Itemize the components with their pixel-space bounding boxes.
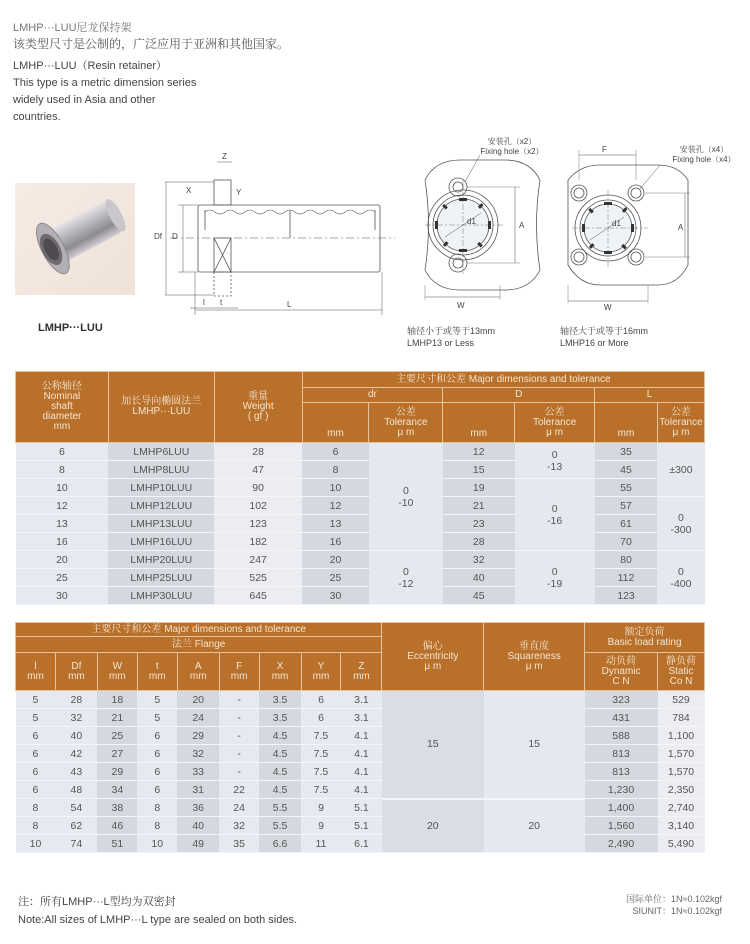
cell-static-load: 2,350 [658, 781, 705, 799]
table-row [16, 461, 705, 479]
header-col-unit: mm [353, 670, 370, 682]
cell-weight: 47 [214, 461, 302, 479]
intro-cn-title: LMHP···LUU尼龙保持架 [13, 22, 132, 34]
cell-a: 29 [177, 727, 219, 745]
cell-weight: 247 [214, 551, 302, 569]
cell-squareness: 20 [484, 799, 585, 853]
cell-dr: 20 [302, 551, 369, 569]
caption-large-cn: 轴径大于或等于16mm [560, 326, 649, 336]
header-col-z [341, 653, 382, 691]
caption-large-en: LMHP16 or More [560, 338, 629, 348]
cell-dynamic-load: 431 [585, 709, 658, 727]
cell-dr-tolerance [369, 551, 443, 605]
tolerance-lower: -13 [547, 460, 563, 473]
cell-z: 5.1 [341, 799, 382, 817]
unit-note-cn: 国际单位：1N≈0.102kgf [626, 894, 722, 904]
cell-z: 4.1 [341, 727, 382, 745]
cell-z: 4.1 [341, 745, 382, 763]
cell-x: 5.5 [259, 799, 301, 817]
header-col-unit: mm [230, 670, 248, 682]
header-D: D [443, 388, 595, 403]
cell-part-number: LMHP16LUU [108, 533, 214, 551]
table-row [16, 569, 705, 587]
table-row [16, 799, 705, 817]
tolerance-upper: 0 [551, 448, 558, 461]
cell-l: 6 [16, 763, 56, 781]
cell-f: 35 [219, 835, 259, 853]
front-view-large [560, 135, 750, 350]
header-D-tol: 公差 Tolerance μ m [515, 403, 595, 443]
cell-z: 6.1 [341, 835, 382, 853]
cell-y: 7.5 [301, 763, 341, 781]
cell-l: 6 [16, 781, 56, 799]
header-col-symbol: Z [358, 660, 365, 672]
cell-df: 74 [55, 835, 97, 853]
intro-en-title: LMHP···LUU（Resin retainer） [13, 60, 168, 72]
cell-weight: 123 [214, 515, 302, 533]
header-col-symbol: Y [317, 660, 325, 672]
cell-nominal: 30 [16, 587, 109, 605]
cell-x: 6.6 [259, 835, 301, 853]
cell-D: 15 [443, 461, 515, 479]
cell-y: 9 [301, 817, 341, 835]
cell-f: - [219, 709, 259, 727]
cell-z: 4.1 [341, 781, 382, 799]
cell-x: 3.5 [259, 709, 301, 727]
cell-a: 40 [177, 817, 219, 835]
footnote [18, 893, 297, 929]
table-2-body [16, 691, 705, 853]
cell-f: 24 [219, 799, 259, 817]
header-col-symbol: t [155, 660, 159, 672]
label-d1-small: d1 [467, 217, 476, 226]
label-f: F [602, 145, 607, 154]
caption-large [560, 325, 648, 349]
cell-l: 8 [16, 817, 56, 835]
cell-nominal: 6 [16, 443, 109, 461]
header-dr: dr [302, 388, 443, 403]
fixing-hole-x2-en: Fixing hole（x2） [480, 147, 544, 156]
cell-dynamic-load: 813 [585, 763, 658, 781]
header-col-unit: mm [68, 670, 85, 682]
header-col-f [219, 653, 259, 691]
table-1-body [16, 443, 705, 605]
cell-f: 22 [219, 781, 259, 799]
header-col-symbol: A [194, 660, 202, 672]
header-L-tol: 公差 Tolerance μ m [657, 403, 704, 443]
table-row [16, 497, 705, 515]
header-col-unit: mm [108, 670, 126, 682]
cell-l: 8 [16, 799, 56, 817]
cell-t: 6 [137, 781, 177, 799]
label-x: X [186, 186, 192, 195]
cell-f: - [219, 745, 259, 763]
header-load-rating: 额定负荷 Basic load rating [585, 623, 705, 653]
header-dr-mm: mm [302, 403, 369, 443]
cell-dr: 16 [302, 533, 369, 551]
cell-dr: 6 [302, 443, 369, 461]
cell-y: 7.5 [301, 781, 341, 799]
cell-a: 32 [177, 745, 219, 763]
cell-D: 32 [443, 551, 515, 569]
intro-text [13, 20, 289, 126]
cell-y: 6 [301, 691, 341, 709]
cell-D: 21 [443, 497, 515, 515]
cell-w: 29 [97, 763, 137, 781]
product-photo [15, 183, 135, 295]
cell-L: 57 [595, 497, 658, 515]
intro-en-line-3: countries. [13, 111, 61, 123]
cell-a: 24 [177, 709, 219, 727]
cell-D-tolerance [515, 479, 595, 551]
unit-note [626, 893, 722, 917]
header-static: 静负荷 Static Co N [658, 653, 705, 691]
footnote-en: Note:All sizes of LMHP···L type are sealed on both sides. [18, 914, 298, 926]
label-l-small: l [203, 298, 205, 307]
label-w-small: W [457, 301, 465, 310]
cell-weight: 182 [214, 533, 302, 551]
cell-dr: 12 [302, 497, 369, 515]
cell-t: 6 [137, 745, 177, 763]
cell-a: 49 [177, 835, 219, 853]
cell-part-number: LMHP12LUU [108, 497, 214, 515]
table-row [16, 763, 705, 781]
cell-a: 33 [177, 763, 219, 781]
header-L-mm: mm [595, 403, 658, 443]
table-row [16, 835, 705, 853]
table-row [16, 709, 705, 727]
caption-small-cn: 轴径小于或等于13mm [407, 326, 496, 336]
cell-x: 5.5 [259, 817, 301, 835]
table-row [16, 515, 705, 533]
cell-l: 10 [16, 835, 56, 853]
cell-t: 8 [137, 799, 177, 817]
header-col-symbol: l [34, 660, 37, 672]
intro-cn-desc: 该类型尺寸是公制的，广泛应用于亚洲和其他国家。 [13, 37, 290, 51]
cell-D-tolerance [515, 551, 595, 605]
cell-dynamic-load: 2,490 [585, 835, 658, 853]
cell-L-tolerance [657, 443, 704, 497]
cell-L: 112 [595, 569, 658, 587]
header-col-l [16, 653, 56, 691]
cell-part-number: LMHP8LUU [108, 461, 214, 479]
cell-dr: 30 [302, 587, 369, 605]
cell-df: 42 [55, 745, 97, 763]
fixing-hole-x4-cn: 安装孔（x4） [679, 145, 729, 154]
cell-dynamic-load: 1,560 [585, 817, 658, 835]
label-a-large: A [678, 223, 684, 232]
cell-t: 6 [137, 763, 177, 781]
header-weight: 重量 Weight ( gf ) [214, 372, 302, 443]
header-dr-tol: 公差 Tolerance μ m [369, 403, 443, 443]
photo-caption: LMHP···LUU [38, 322, 103, 334]
side-view-drawing [150, 150, 400, 330]
cell-L: 70 [595, 533, 658, 551]
cell-L: 45 [595, 461, 658, 479]
cell-nominal: 13 [16, 515, 109, 533]
cell-df: 32 [55, 709, 97, 727]
cell-static-load: 3,140 [658, 817, 705, 835]
header-major-dimensions-2: 主要尺寸和公差 Major dimensions and tolerance [16, 623, 382, 637]
cell-part-number: LMHP13LUU [108, 515, 214, 533]
cell-dynamic-load: 1,400 [585, 799, 658, 817]
label-df: Df [154, 232, 162, 241]
cell-f: - [219, 763, 259, 781]
cell-eccentricity: 20 [382, 799, 484, 853]
dimensions-table-1 [15, 371, 705, 605]
cell-w: 51 [97, 835, 137, 853]
table-row [16, 443, 705, 461]
cell-dynamic-load: 813 [585, 745, 658, 763]
cell-static-load: 529 [658, 691, 705, 709]
tolerance-lower: -300 [670, 523, 692, 536]
cell-l: 5 [16, 691, 56, 709]
tolerance-lower: -10 [398, 496, 414, 509]
tolerance-upper: 0 [551, 565, 558, 578]
cell-z: 3.1 [341, 709, 382, 727]
cell-df: 62 [55, 817, 97, 835]
header-col-w [97, 653, 137, 691]
cell-df: 54 [55, 799, 97, 817]
cell-weight: 102 [214, 497, 302, 515]
cell-part-number: LMHP20LUU [108, 551, 214, 569]
label-t: t [220, 298, 223, 307]
header-col-unit: mm [312, 670, 330, 682]
table-row [16, 479, 705, 497]
header-squareness: 垂直度 Squareness μ m [484, 623, 585, 691]
intro-en-line-1: This type is a metric dimension series [13, 77, 197, 89]
table-row [16, 781, 705, 799]
cell-static-load: 1,570 [658, 745, 705, 763]
cell-y: 11 [301, 835, 341, 853]
label-a-small: A [519, 221, 525, 230]
cell-L: 80 [595, 551, 658, 569]
table-row [16, 587, 705, 605]
front-small-svg [405, 135, 575, 305]
cell-y: 7.5 [301, 745, 341, 763]
cell-l: 6 [16, 745, 56, 763]
cell-D: 19 [443, 479, 515, 497]
cell-L: 61 [595, 515, 658, 533]
bearing-image [15, 183, 135, 295]
cell-L: 55 [595, 479, 658, 497]
tolerance-lower: -400 [670, 577, 692, 590]
cell-x: 3.5 [259, 691, 301, 709]
header-col-unit: mm [189, 670, 207, 682]
cell-weight: 28 [214, 443, 302, 461]
cell-nominal: 12 [16, 497, 109, 515]
header-col-symbol: F [236, 660, 243, 672]
cell-static-load: 784 [658, 709, 705, 727]
cell-t: 5 [137, 691, 177, 709]
cell-static-load: 2,740 [658, 799, 705, 817]
cell-L: 35 [595, 443, 658, 461]
cell-nominal: 10 [16, 479, 109, 497]
fixing-hole-x2-cn: 安装孔（x2） [487, 137, 537, 146]
cell-y: 9 [301, 799, 341, 817]
cell-dr: 25 [302, 569, 369, 587]
unit-note-en: SIUNIT：1N≈0.102kgf [632, 906, 722, 916]
cell-dr: 10 [302, 479, 369, 497]
cell-part-number: LMHP25LUU [108, 569, 214, 587]
cell-D: 40 [443, 569, 515, 587]
tolerance-upper: 0 [402, 484, 409, 497]
tolerance-upper: 0 [678, 565, 684, 578]
cell-f: - [219, 691, 259, 709]
cell-t: 5 [137, 709, 177, 727]
fixing-hole-x4-label [664, 145, 744, 165]
cell-static-load: 1,100 [658, 727, 705, 745]
header-col-unit: mm [271, 670, 289, 682]
cell-w: 46 [97, 817, 137, 835]
label-l-big: L [287, 300, 292, 309]
header-part-number: 加长导向椭圆法兰 LMHP···LUU [108, 372, 214, 443]
cell-w: 34 [97, 781, 137, 799]
fixing-hole-x2-label [477, 137, 547, 157]
tolerance-upper: 0 [551, 502, 558, 515]
tolerance-lower: -12 [398, 577, 414, 590]
cell-D: 45 [443, 587, 515, 605]
cell-a: 36 [177, 799, 219, 817]
tolerance-upper: 0 [402, 565, 409, 578]
cell-w: 25 [97, 727, 137, 745]
cell-dynamic-load: 1,230 [585, 781, 658, 799]
table-row [16, 551, 705, 569]
cell-l: 5 [16, 709, 56, 727]
cell-weight: 90 [214, 479, 302, 497]
cell-x: 4.5 [259, 745, 301, 763]
cell-dynamic-load: 323 [585, 691, 658, 709]
tolerance-lower: -16 [547, 514, 563, 527]
cell-df: 40 [55, 727, 97, 745]
cell-z: 3.1 [341, 691, 382, 709]
table-row [16, 727, 705, 745]
cell-dr-tolerance [369, 443, 443, 551]
cell-w: 27 [97, 745, 137, 763]
header-eccentricity: 偏心 Eccentricity μ m [382, 623, 484, 691]
header-col-unit: mm [27, 670, 44, 682]
cell-df: 43 [55, 763, 97, 781]
cell-t: 10 [137, 835, 177, 853]
cell-D: 28 [443, 533, 515, 551]
tolerance-upper: ±300 [669, 463, 693, 476]
cell-z: 5.1 [341, 817, 382, 835]
cell-L: 123 [595, 587, 658, 605]
cell-static-load: 5,490 [658, 835, 705, 853]
header-col-x [259, 653, 301, 691]
label-w-large: W [604, 303, 612, 312]
cell-x: 4.5 [259, 781, 301, 799]
header-col-symbol: X [276, 660, 284, 672]
header-col-unit: mm [148, 670, 166, 682]
cell-D-tolerance [515, 443, 595, 479]
cell-nominal: 16 [16, 533, 109, 551]
cell-t: 8 [137, 817, 177, 835]
cell-dr: 8 [302, 461, 369, 479]
header-col-t [137, 653, 177, 691]
cell-f: - [219, 727, 259, 745]
cell-w: 21 [97, 709, 137, 727]
header-flange: 法兰 Flange [16, 637, 382, 653]
header-col-df [55, 653, 97, 691]
header-col-symbol: W [112, 660, 123, 672]
label-z: Z [222, 152, 227, 161]
intro-en-line-2: widely used in Asia and other [13, 94, 156, 106]
cell-nominal: 8 [16, 461, 109, 479]
cell-nominal: 20 [16, 551, 109, 569]
fixing-hole-x4-en: Fixing hole（x4） [672, 155, 736, 164]
header-col-y [301, 653, 341, 691]
cell-y: 7.5 [301, 727, 341, 745]
cell-a: 20 [177, 691, 219, 709]
cell-a: 31 [177, 781, 219, 799]
cell-part-number: LMHP10LUU [108, 479, 214, 497]
cell-D: 23 [443, 515, 515, 533]
table-row [16, 533, 705, 551]
cell-part-number: LMHP6LUU [108, 443, 214, 461]
table-row [16, 691, 705, 709]
label-d1-large: d1 [612, 219, 621, 228]
cell-static-load: 1,570 [658, 763, 705, 781]
header-col-symbol: Df [71, 660, 82, 672]
header-L: L [595, 388, 705, 403]
label-d: D [172, 232, 178, 241]
cell-D: 12 [443, 443, 515, 461]
footnote-cn: 注：所有LMHP···L型均为双密封 [18, 896, 176, 908]
front-view-small [405, 135, 575, 350]
cell-dr: 13 [302, 515, 369, 533]
header-dynamic: 动负荷 Dynamic C N [585, 653, 658, 691]
cell-dynamic-load: 588 [585, 727, 658, 745]
cell-part-number: LMHP30LUU [108, 587, 214, 605]
cell-x: 4.5 [259, 727, 301, 745]
caption-small-en: LMHP13 or Less [407, 338, 475, 348]
cell-z: 4.1 [341, 763, 382, 781]
table-row [16, 817, 705, 835]
cell-L-tolerance [657, 551, 704, 605]
caption-small [407, 325, 495, 349]
cell-w: 18 [97, 691, 137, 709]
cell-df: 48 [55, 781, 97, 799]
header-major-dimensions: 主要尺寸和公差 Major dimensions and tolerance [302, 372, 704, 388]
header-nominal: 公称轴径 Nominal shaft diameter mm [16, 372, 109, 443]
intro-en [13, 58, 289, 126]
cell-y: 6 [301, 709, 341, 727]
side-view-svg [150, 150, 400, 330]
cell-eccentricity: 15 [382, 691, 484, 799]
cell-weight: 645 [214, 587, 302, 605]
table-row [16, 745, 705, 763]
header-col-a [177, 653, 219, 691]
cell-nominal: 25 [16, 569, 109, 587]
cell-t: 6 [137, 727, 177, 745]
cell-f: 32 [219, 817, 259, 835]
tolerance-upper: 0 [678, 511, 684, 524]
dimensions-table-2 [15, 622, 705, 853]
header-D-mm: mm [443, 403, 515, 443]
cell-L-tolerance [657, 497, 704, 551]
cell-weight: 525 [214, 569, 302, 587]
label-y: Y [236, 188, 242, 197]
tolerance-lower: -19 [547, 577, 563, 590]
cell-df: 28 [55, 691, 97, 709]
cell-l: 6 [16, 727, 56, 745]
cell-squareness: 15 [484, 691, 585, 799]
cell-x: 4.5 [259, 763, 301, 781]
cell-w: 38 [97, 799, 137, 817]
